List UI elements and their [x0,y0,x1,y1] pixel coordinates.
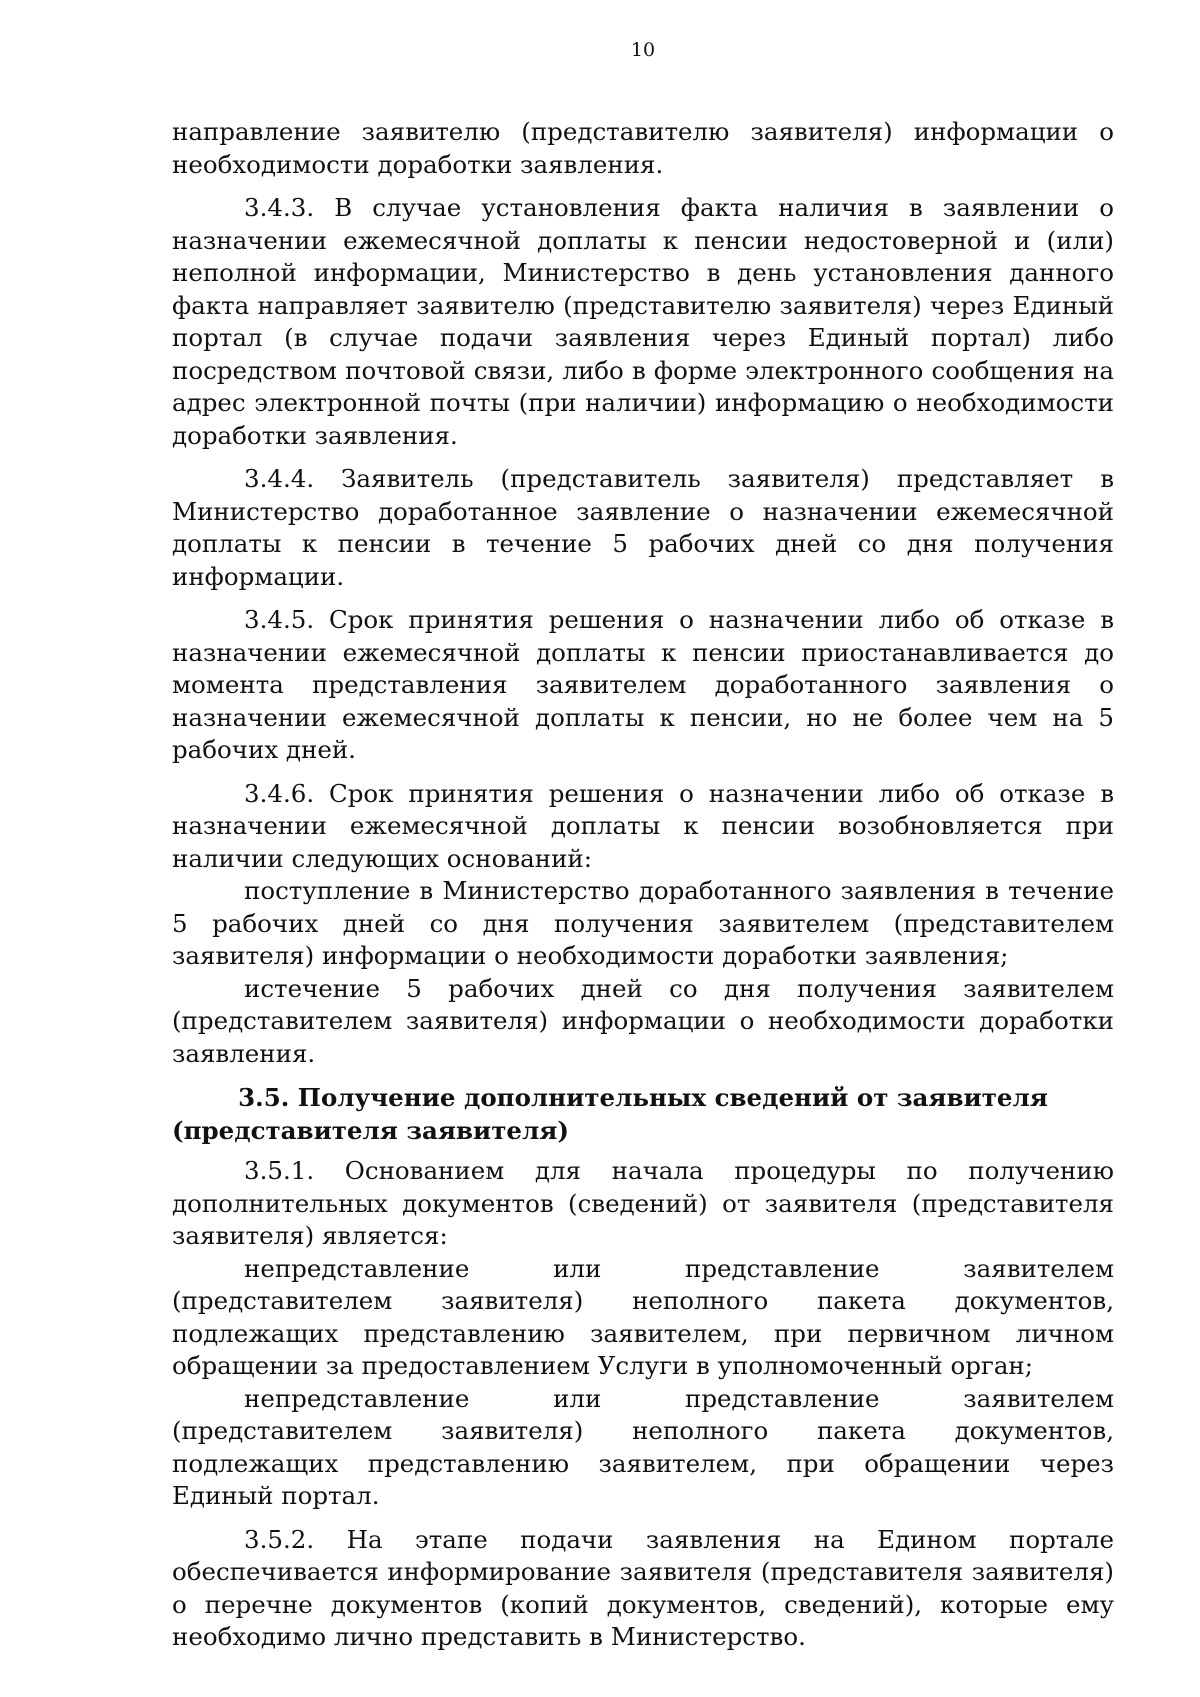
page-number: 10 [630,39,656,61]
paragraph-3-4-4: 3.4.4. Заявитель (представитель заявителя) представляет в Министерство доработанное заявление о назначении ежемесячной доплаты к пенсии в течение 5 рабочих дней со дня получения информации. [172,464,1114,591]
list-item-grounds-1: непредставление или представление заявителем (представителем заявителя) неполного пакета документов, подлежащих представлению заявителем, при первичном личном обращении за предоставлением Услуги в уполномоченный орган; [172,1253,1114,1380]
paragraph-continuation: направление заявителю (представителю заявителя) информации о необходимости доработки заявления. [172,117,1114,179]
paragraph-3-4-5: 3.4.5. Срок принятия решения о назначении либо об отказе в назначении ежемесячной доплаты к пенсии приостанавливается до момента представления заявителем доработанного заявления о назначении ежемесячной доплаты к пенсии, но не более чем на 5 рабочих дней. [172,605,1114,764]
section-heading-3-5: 3.5. Получение дополнительных сведений от заявителя (представителя заявителя) [172,1083,1048,1145]
list-item-resumption-2: истечение 5 рабочих дней со дня получения заявителем (представителем заявителя) информации о необходимости доработки заявления. [172,973,1114,1068]
paragraph-3-5-1: 3.5.1. Основанием для начала процедуры по получению дополнительных документов (сведений) от заявителя (представителя заявителя) является: [172,1156,1114,1250]
list-item-resumption-1: поступление в Министерство доработанного заявления в течение 5 рабочих дней со дня получения заявителем (представителем заявителя) информации о необходимости доработки заявления; [172,876,1114,970]
paragraph-3-5-2: 3.5.2. На этапе подачи заявления на Едином портале обеспечивается информирование заявителя (представителя заявителя) о перечне документов (копий документов, сведений), которые ему необходимо лично представить в Министерство. [172,1524,1114,1651]
paragraph-3-4-6: 3.4.6. Срок принятия решения о назначении либо об отказе в назначении ежемесячной доплаты к пенсии возобновляется при наличии следующих оснований: [172,778,1114,873]
paragraph-3-4-3: 3.4.3. В случае установления факта наличия в заявлении о назначении ежемесячной доплаты к пенсии недостоверной и (или) неполной информации, Министерство в день установления данного факта направляет заявителю (представителю заявителя) через Единый портал (в случае подачи заявления через Единый портал) либо посредством почтовой связи, либо в форме электронного сообщения на адрес электронной почты (при наличии) информацию о необходимости доработки заявления. [172,193,1114,450]
document-body [172,116,1114,1654]
list-item-grounds-2: непредставление или представление заявителем (представителем заявителя) неполного пакета документов, подлежащих представлению заявителем, при обращении через Единый портал. [172,1383,1114,1510]
